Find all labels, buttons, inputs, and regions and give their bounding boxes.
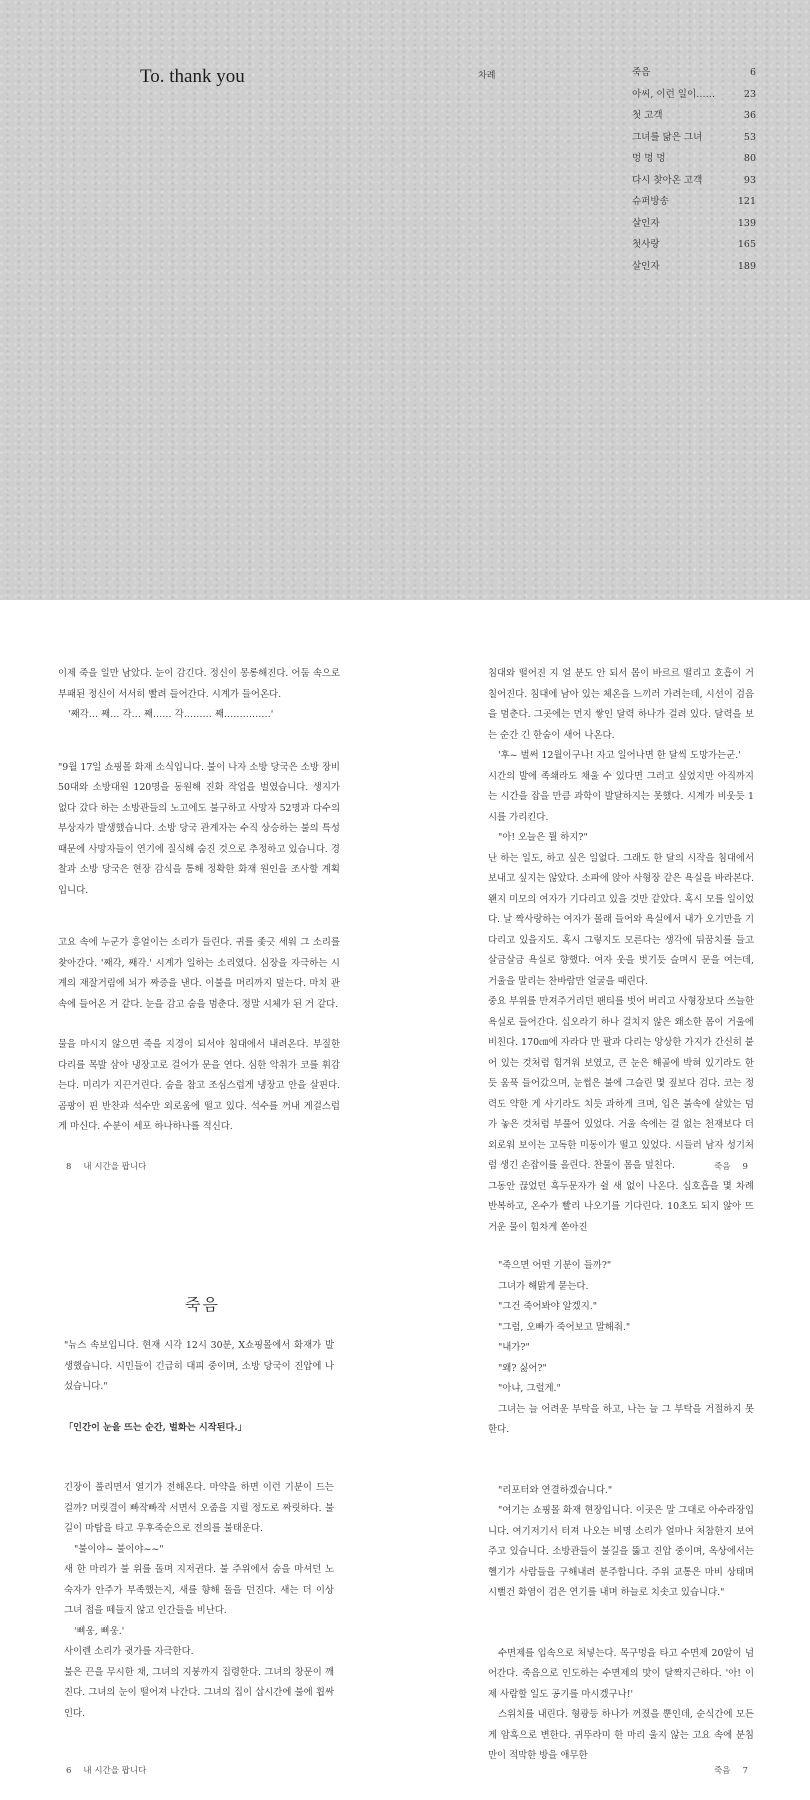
- toc-entry-title: 아씨, 이런 일이……: [632, 88, 716, 100]
- toc-entry-page: 165: [737, 239, 756, 250]
- paragraph: 난 하는 일도, 하고 싶은 일없다. 그래도 한 달의 시작을 침대에서 보내고 싶지는 않았다. 소파에 앉아 사형장 같은 욕실을 바라본다. 왠지 미모의 여자가 기다리고 있을 것만 같았다. 혹시 모를 일이었다. 날 짝사랑하는 여자가 몰래 들어와 욕실에서 내가 오기만을 기다리고 있을지도. 혹시 그렇지도 모른다는 생각에 뒤꿈치를 들고 살금살금 욕실로 향했다. 여자 웃을 벗기듯 슬며시 문을 여는데, 거울을 말리는 찬바람만 얼굴을 때린다.: [488, 852, 754, 987]
- quote: '후~ 벌써 12월이구나! 자고 일어나면 한 달씩 도망가는군.': [498, 750, 741, 761]
- toc-entry[interactable]: [632, 217, 756, 239]
- toc-entry[interactable]: [632, 131, 756, 153]
- page-footer-right: [714, 1764, 748, 1776]
- running-title: 죽음: [714, 1766, 731, 1776]
- toc-entry-page: 121: [737, 196, 756, 207]
- dialogue-line: "왜? 싫어?": [498, 1362, 547, 1374]
- dialogue-line: "내가?": [498, 1342, 530, 1353]
- dialogue-line: "아냐, 그럴게.": [498, 1383, 561, 1394]
- paragraph: 시간의 발에 족쇄라도 채울 수 있다면 그러고 싶었지만 아직까지는 시간을 잡을 만큼 과학이 발달하지는 못했다. 시계가 비웃듯 1시를 가리킨다.: [488, 770, 754, 823]
- toc-entry-title: 슈퍼방송: [632, 196, 669, 207]
- page-number: 6: [66, 1766, 72, 1776]
- dedication-text: To. thank you: [140, 66, 245, 87]
- toc-entry-title: 살인자: [632, 217, 660, 229]
- news-paragraph: "여기는 쇼핑몰 화재 현장입니다. 이곳은 말 그대로 아수라장입니다. 여기저기서 터져 나오는 비명 소리가 얼마나 처참한지 보여주고 있습니다. 소방관들이 불길을 뚫고 진압 중이며, 옥상에서는 헬기가 사람들을 구해내려 분주합니다. 주위 교통은 마비 상태며 시뻘건 화염이 검은 연기를 내며 하늘로 치솟고 있습니다.": [488, 1505, 754, 1598]
- running-title: 죽음: [714, 1162, 731, 1172]
- toc-entry-page: 80: [743, 153, 756, 164]
- page-7-body: [488, 1256, 754, 1767]
- news-paragraph: "9월 17일 쇼핑몰 화재 소식입니다. 불이 나자 소방 당국은 소방 장비 50대와 소방대원 120명을 동원해 진화 작업을 벌였습니다. 생지가 없다 갔다 하는 소방관들의 노고에도 불구하고 사망자 52명과 다수의 부상자가 발생했습니다. 소방 당국 관계자는 수직 상승하는 불의 특성 때문에 사망자들이 연기에 질식해 숨진 것으로 추정하고 있습니다. 경찰과 소방 당국은 현장 감식을 통해 정확한 화재 원인을 조사할 계획입니다.: [58, 761, 340, 896]
- toc-entry[interactable]: [632, 66, 756, 88]
- page-footer-right: [714, 1160, 748, 1172]
- toc-entry-title: 첫사랑: [632, 239, 660, 250]
- paragraph: 중요 부위를 만져주거리던 팬티를 벗어 버리고 사형장보다 쓰늘한 욕실로 들어간다. 십오라기 하나 걸치지 않은 왜소한 몸이 거울에 비친다. 170㎝에 자라다 만 팔과 다리는 앙상한 가지가 간신히 붙어 있는 것처럼 힘겨워 보였고, 큰 눈은 해골에 박혀 있기라도 한 듯 움푹 들어갔으며, 눈썹은 불에 그슬린 몇 짚보다 검다. 코는 정력도 약한 게 사기라도 치듯 과하게 크며, 입은 붉속에 살았는 덤가 놓은 것처럼 부풀어 있었다. 거울 속에는 걸 없는 천재보다 더 외로워 보이는 고독한 미동이가 떨고 있었다. 시들러 남자 성기처럼 생긴 손잡이를 올린다. 찬물이 몸을 덮친다.: [488, 996, 754, 1171]
- epigraph: 「인간이 눈을 뜨는 순간, 벌화는 시작된다.」: [64, 1421, 247, 1433]
- quote: '삐웅, 삐웅.': [74, 1625, 125, 1637]
- table-of-contents: [632, 66, 756, 281]
- page-number: 8: [66, 1162, 72, 1172]
- paragraph: 그동안 끊었던 흑두문자가 쉴 새 없이 나온다. 십호흡을 몇 차례 반복하고, 온수가 빨리 나오기를 기다린다. 10초도 되지 않아 뜨거운 물이 힘차게 쏟아진: [488, 1180, 754, 1233]
- paragraph: 물을 마시지 않으면 죽을 지경이 되서야 침대에서 내려온다. 부질한 다리를 목발 삼아 냉장고로 걸어가 문을 연다. 심한 악취가 코를 휘감는다. 미리가 지끈거린다. 숨을 참고 조심스럽게 냉장고 안을 살핀다. 곰팡이 핀 반찬과 석수만 외로움에 떨고 있다. 석수를 꺼내 게걸스럽게 마신다. 수분이 세포 하나하나를 적신다.: [58, 1039, 340, 1132]
- page-number: 9: [742, 1162, 748, 1172]
- toc-entry-page: 139: [737, 217, 756, 229]
- toc-entry[interactable]: [632, 238, 756, 260]
- toc-entry[interactable]: [632, 88, 756, 110]
- paragraph: 불은 끈을 무시한 채, 그녀의 지붕까지 집령한다. 그녀의 창문이 깨진다. 그녀의 눈이 떨어져 나간다. 그녀의 집이 삽시간에 불에 휩싸인다.: [64, 1666, 334, 1719]
- paragraph: 사이렌 소리가 귓가를 자극한다.: [64, 1646, 194, 1657]
- dialogue-line: "그럼, 오빠가 죽어보고 말해줘.": [498, 1321, 631, 1333]
- dialogue-line: 그녀가 해맑게 묻는다.: [498, 1280, 589, 1292]
- sound-quote: '째각… 째… 각… 째…… 각……… 째……………': [68, 709, 274, 720]
- toc-entry-page: 189: [737, 260, 756, 272]
- toc-entry[interactable]: [632, 195, 756, 217]
- toc-entry[interactable]: [632, 174, 756, 196]
- paragraph: 고요 속에 누군가 흥얼이는 소리가 들린다. 귀를 좇긋 세워 그 소리를 찾아간다. '째각, 째각.' 시계가 일하는 소리였다. 심장을 자극하는 시계의 재잘거림에 뇌가 짜증을 낸다. 이불을 머리까지 덮는다. 마치 관 속에 들어온 거 같다. 눈을 감고 숨을 멈춘다. 정말 시체가 된 거 같다.: [58, 937, 340, 1010]
- page-9-body: [488, 664, 754, 1238]
- cover-toc-panel: [0, 0, 810, 600]
- toc-entry[interactable]: [632, 109, 756, 131]
- news-paragraph: "뉴스 속보입니다. 현재 시각 12시 30분, X쇼핑몰에서 화재가 발생했습니다. 시민들이 긴급히 대피 중이며, 소방 당국이 진압에 나섰습니다.": [64, 1340, 334, 1392]
- dialogue-line: 그녀는 늘 어려운 부탁을 하고, 나는 늘 그 부탁을 거절하지 못한다.: [488, 1403, 754, 1435]
- toc-entry-page: 6: [749, 67, 756, 78]
- toc-entry-title: 첫 고객: [632, 110, 663, 121]
- toc-label: 차례: [478, 71, 496, 81]
- toc-entry-page: 53: [743, 131, 756, 143]
- toc-entry[interactable]: [632, 152, 756, 174]
- paragraph: 이제 죽을 일만 남았다. 눈이 감긴다. 정신이 몽롱해진다. 어둠 속으로 부패된 정신이 서서히 빨려 들어간다. 시계가 들어온다.: [58, 668, 340, 700]
- page-footer-left: [66, 1764, 146, 1776]
- paragraph: 침대와 떨어진 지 얼 분도 안 되서 몸이 바르르 떨리고 호흡이 거칠어진다. 침대에 남아 있는 체온을 느끼러 가려는데, 시선이 검음을 멈춘다. 그곳에는 먼지 쌓인 달력 하나가 걸려 있다. 달력을 보는 순간 긴 한숨이 새어 나온다.: [488, 668, 754, 741]
- page-8-body: [58, 664, 340, 1138]
- news-line: "리포터와 연결하겠습니다.": [498, 1484, 613, 1496]
- toc-entry-page: 93: [743, 174, 756, 186]
- running-title: 내 시간을 팝니다: [83, 1162, 147, 1172]
- dialogue-line: "죽으면 어떤 기분이 들까?": [498, 1260, 612, 1271]
- toc-entry-page: 23: [743, 88, 756, 100]
- paragraph: 긴장이 풀리면서 열기가 전해온다. 마약을 하면 이런 기분이 드는 걸까? 머릿결이 빠작빠작 서면서 오줌을 지릴 정도로 짜릿하다. 불길이 마탑을 타고 우후죽순으로 전의를 불태운다.: [64, 1482, 334, 1534]
- running-title: 내 시간을 팝니다: [83, 1766, 147, 1776]
- toc-entry-page: 36: [743, 110, 756, 121]
- paragraph: 새 한 마리가 불 위를 돌며 지저귄다. 불 주위에서 숨을 마셔던 노숙자가 안주가 부족했는지, 새를 향해 돌을 던진다. 새는 더 이상 그녀 접을 떼들지 않고 인간들을 비난다.: [64, 1564, 334, 1616]
- toc-entry-title: 살인자: [632, 260, 660, 272]
- page-footer-left: [66, 1160, 146, 1172]
- toc-entry-title: 죽음: [632, 67, 651, 78]
- quote: "아! 오늘은 뭘 하지?": [498, 832, 588, 843]
- chapter-title: 죽음: [185, 1295, 220, 1314]
- paragraph: 스위치를 내린다. 형광등 하나가 꺼졌을 뿐인데, 순식간에 모든 게 암흑으로 변한다. 귀뚜라미 한 마리 울지 않는 고요 속에 분침만이 적막한 방을 애무한: [488, 1709, 754, 1761]
- quote: "불이야~ 불이야~~": [74, 1543, 164, 1555]
- dialogue-line: "그건 죽어봐야 알겠지.": [498, 1301, 598, 1312]
- paragraph: 수면제를 입속으로 처넣는다. 목구멍을 타고 수면제 20알이 넘어간다. 죽음으로 인도하는 수면제의 맛이 달짝지근하다. '아! 이제 사람할 일도 공기를 마시겠구나!': [488, 1647, 754, 1700]
- toc-entry-title: 그녀를 닮은 그녀: [632, 131, 703, 143]
- page-number: 7: [742, 1766, 748, 1776]
- toc-entry[interactable]: [632, 260, 756, 282]
- toc-entry-title: 멍 멍 멍: [632, 153, 666, 164]
- page-6-body: [64, 1336, 334, 1724]
- toc-entry-title: 다시 찾아온 고객: [632, 174, 703, 186]
